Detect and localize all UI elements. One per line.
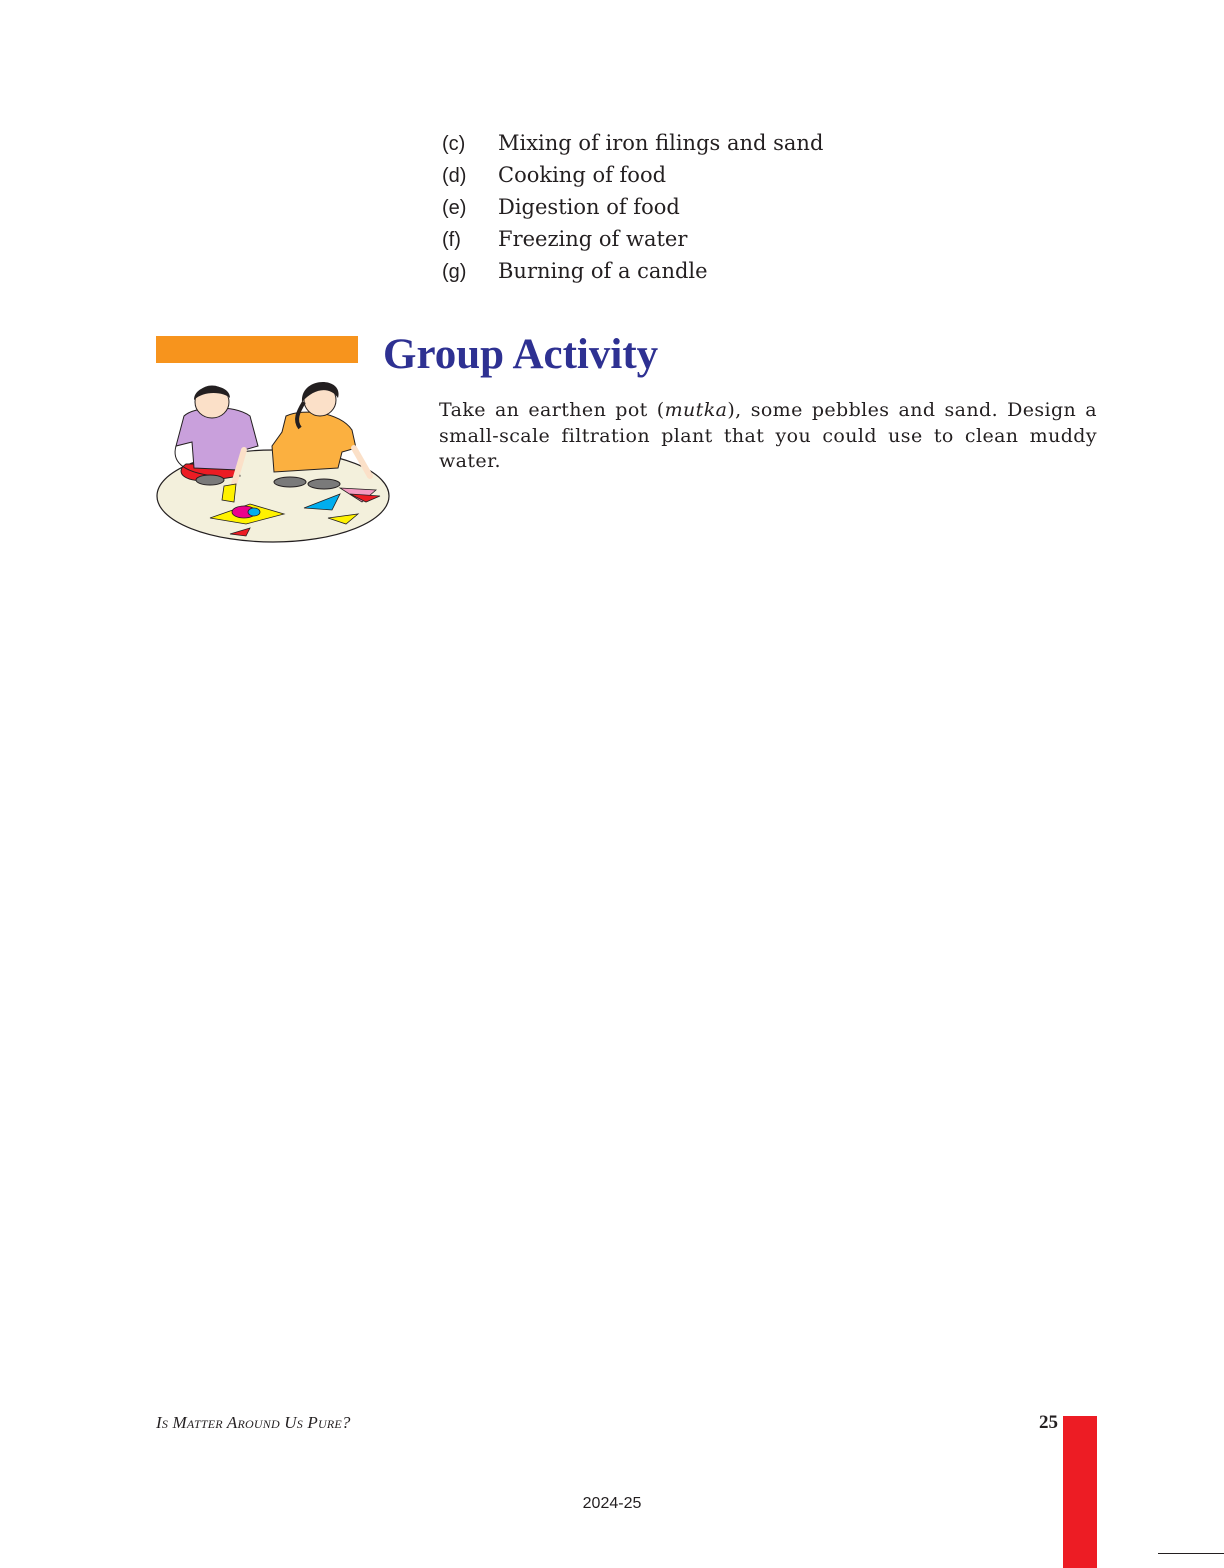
footer-chapter-title: Is Matter Around Us Pure? (156, 1413, 351, 1432)
list-item (442, 223, 823, 255)
paragraph-text-end: ), some pebbles and sand. Design a small-scale filtration plant that you could use to clean muddy water. (439, 399, 1098, 472)
footer-year: 2024-25 (582, 1495, 642, 1512)
list-item (442, 191, 823, 223)
list-item (442, 127, 823, 159)
list-item-text: Digestion of food (498, 195, 680, 219)
corner-rule (1158, 1553, 1224, 1554)
question-list (442, 127, 823, 287)
list-item-text: Burning of a candle (498, 259, 708, 283)
list-marker: (f) (442, 229, 461, 251)
paragraph-text-start: Take an earthen pot ( (439, 399, 665, 421)
children-activity-illustration (154, 372, 392, 548)
section-heading: Group Activity (383, 331, 659, 378)
heading-accent-bar (156, 336, 358, 363)
list-item-text: Freezing of water (498, 227, 688, 251)
list-item-text: Mixing of iron filings and sand (498, 131, 824, 155)
paragraph-italic-term: mutka (664, 399, 728, 421)
list-item (442, 159, 823, 191)
list-marker: (d) (442, 165, 467, 187)
list-marker: (e) (442, 197, 467, 219)
activity-paragraph (439, 398, 1097, 475)
list-item-text: Cooking of food (498, 163, 667, 187)
list-item (442, 255, 823, 287)
list-marker: (g) (442, 261, 467, 283)
page-number: 25 (1039, 1412, 1058, 1433)
page-edge-tab (1063, 1416, 1097, 1568)
list-marker: (c) (442, 133, 466, 155)
